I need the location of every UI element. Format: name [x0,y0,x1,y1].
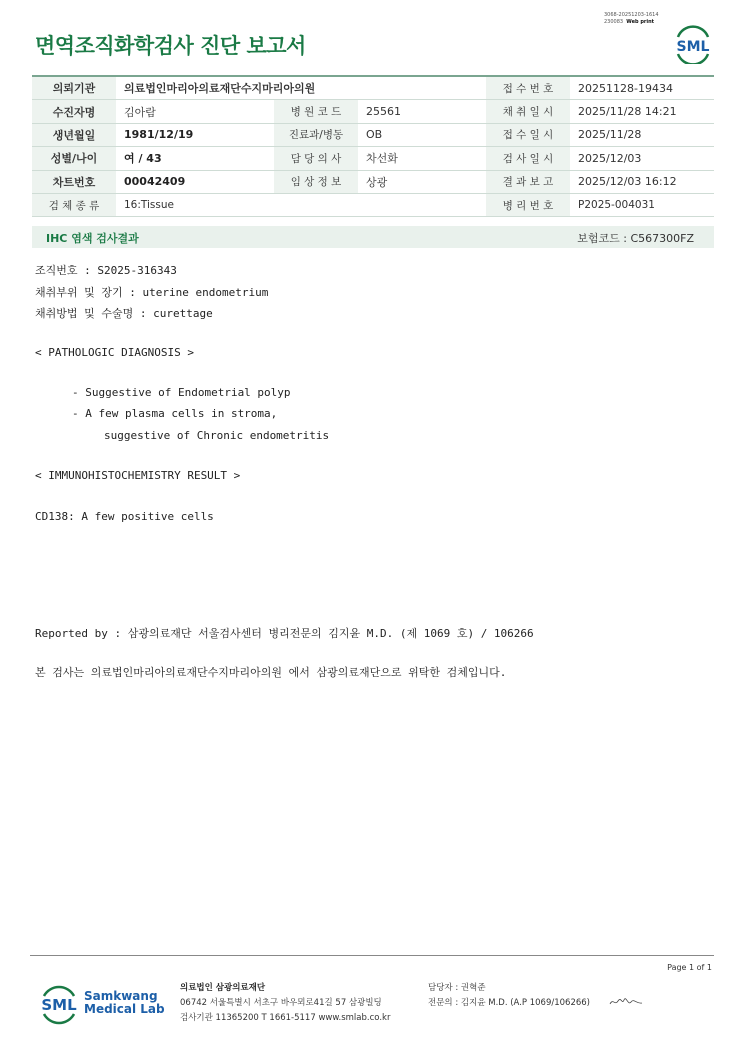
ihc-result: CD138: A few positive cells [35,510,214,523]
signature-icon [609,996,643,1008]
print-id: 3068-20251203-1614 [604,12,659,18]
report-date-value: 2025/12/03 16:12 [570,170,714,193]
specimen-label: 검 체 종 류 [32,193,116,216]
patient-label: 수진자명 [32,100,116,123]
print-meta [604,12,659,26]
tissue-number: 조직번호 : S2025-316343 [35,264,177,277]
specimen-value: 16:Tissue [116,193,486,216]
diagnosis-header: < PATHOLOGIC DIAGNOSIS > [35,346,194,359]
hospital-value: 의료법인마리아의료재단수지마리아의원 [116,76,486,100]
organization-info [180,981,390,1026]
sml-logo-footer [37,981,81,1025]
logo-line-2: Medical Lab [84,1002,165,1016]
diagnosis-line: - A few plasma cells in stroma, [72,407,278,420]
receipt-date-label: 접 수 일 시 [486,123,570,146]
page-number: Page 1 of 1 [667,963,712,972]
sml-logo [672,24,714,64]
birth-label: 생년월일 [32,123,116,146]
org-contact: 검사기관 11365200 T 1661-5117 www.smlab.co.kr [180,1013,391,1023]
clinical-label: 임 상 정 보 [274,170,358,193]
collection-site: 채취부위 및 장기 : uterine endometrium [35,286,269,299]
logo-line-1: Samkwang [84,989,158,1003]
pathology-no-value: P2025-004031 [570,193,714,216]
logo-text: SML [676,39,710,55]
org-name: 의료법인 삼광의료재단 [180,983,266,993]
report-title: 면역조직화학검사 진단 보고서 [35,34,306,58]
info-row [32,170,714,193]
chart-label: 차트번호 [32,170,116,193]
print-code: 230083 [604,19,624,25]
info-row [32,147,714,170]
diagnosis-line: suggestive of Chronic endometritis [104,429,330,442]
pathology-no-label: 병 리 번 호 [486,193,570,216]
web-print-label: Web print [626,19,655,25]
receipt-no-value: 20251128-19434 [570,76,714,100]
sex-age-value: 여 / 43 [116,147,274,170]
patient-value: 김아람 [116,100,274,123]
dept-value: OB [358,123,486,146]
hospital-code-label: 병 원 코 드 [274,100,358,123]
staff-in-charge: 담당자 : 권혁준 [428,983,486,993]
reported-by: Reported by : 삼광의료재단 서울검사센터 병리전문의 김지윤 M.D. (제 1069 호) / 106266 [35,627,534,640]
logo-text: SML [41,996,77,1014]
ihc-section-title: IHC 염색 검사결과 [46,232,139,245]
insurance-code: 보험코드 : C567300FZ [577,232,694,245]
footer-divider [30,955,714,956]
staff-info [428,981,590,1011]
print-id-2 [604,19,659,26]
patient-info-table [32,75,714,217]
diagnosis-line: - Suggestive of Endometrial polyp [72,386,291,399]
info-row [32,100,714,123]
hospital-code-value: 25561 [358,100,486,123]
sex-age-label: 성별/나이 [32,147,116,170]
chart-value: 00042409 [116,170,274,193]
receipt-no-label: 접 수 번 호 [486,76,570,100]
collection-method: 채취방법 및 수술명 : curettage [35,307,213,320]
logo-wordmark [84,990,165,1016]
info-row [32,193,714,216]
exam-date-value: 2025/12/03 [570,147,714,170]
collect-date-value: 2025/11/28 14:21 [570,100,714,123]
collect-date-label: 채 취 일 시 [486,100,570,123]
doctor-value: 차선화 [358,147,486,170]
ihc-result-header: < IMMUNOHISTOCHEMISTRY RESULT > [35,469,241,482]
info-row [32,76,714,100]
doctor-label: 담 당 의 사 [274,147,358,170]
ihc-section-bar [32,226,714,248]
info-row [32,123,714,146]
hospital-label: 의뢰기관 [32,76,116,100]
receipt-date-value: 2025/11/28 [570,123,714,146]
org-address: 06742 서울특별시 서초구 바우뫼로41길 57 삼광빌딩 [180,998,382,1008]
birth-value: 1981/12/19 [116,123,274,146]
clinical-value: 상광 [358,170,486,193]
exam-date-label: 검 사 일 시 [486,147,570,170]
dept-label: 진료과/병동 [274,123,358,146]
specialist: 전문의 : 김지윤 M.D. (A.P 1069/106266) [428,998,590,1008]
report-date-label: 결 과 보 고 [486,170,570,193]
consignment-note: 본 검사는 의료법인마리아의료재단수지마리아의원 에서 삼광의료재단으로 위탁한 검체입니다. [35,666,507,679]
